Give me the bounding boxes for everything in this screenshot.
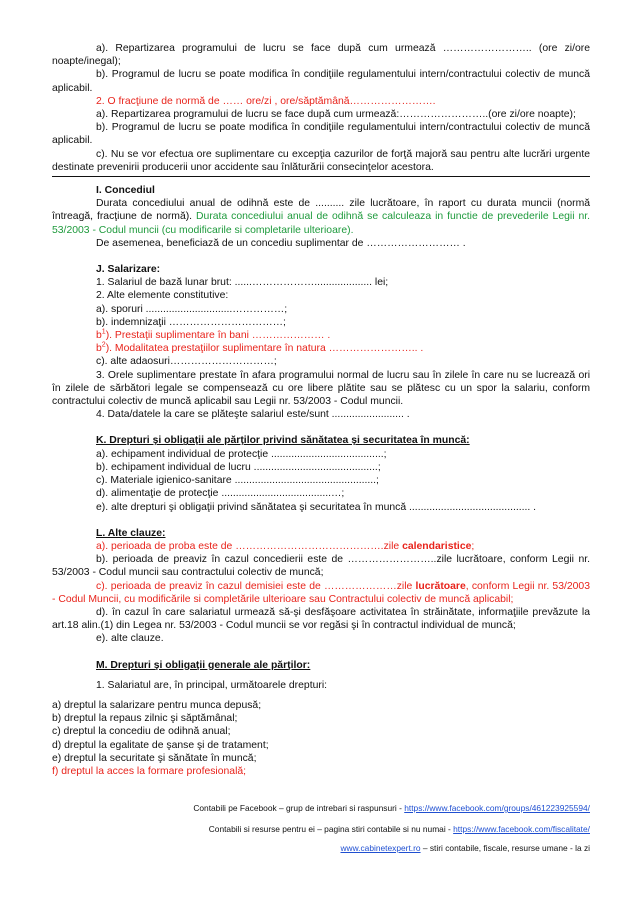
leave-duration [52, 197, 590, 237]
clause-dismissal-notice: b). perioada de preaviz în cazul concedierii este de ……………………..zile lucrătoare, conform Legii nr. 53/2003 - Codul muncii sau contractului colectiv de muncă; [52, 554, 590, 579]
section-j-title: J. Salarizare: [96, 264, 161, 276]
clause-other: e). alte clauze. [96, 633, 164, 645]
schedule-b2: b). Programul de lucru se poate modifica în condiţiile regulamentului intern/contractului colectiv de muncă aplicabil. [52, 122, 590, 147]
rights-item: e) dreptul la securitate şi sănătate în muncă; [52, 752, 257, 764]
clause-abroad: d). în cazul în care salariatul urmează să-şi desfăşoare activitatea în străinătate, informaţiile prevăzute la art.18 alin.(1) din Legea nr. 53/2003 - Codul muncii se vor regăsi şi în contractul individual de muncă; [52, 606, 590, 632]
salary-allowances: b). indemnizaţii ……………………………; [96, 316, 286, 328]
salary-overtime: 3. Orele suplimentare prestate în afara programului normal de lucru sau în zilele în care nu se lucrează ori în zilele de sărbători legale se compensează cu ore libere plătite sau se plătesc cu un spor la salariu, conform contractului colectiv de muncă aplicabil sau Legii nr. 53/2003 - Codul muncii. [52, 369, 590, 408]
clause-probation: a). perioada de proba este de …………………………………….zile calendaristice; [96, 540, 475, 552]
footer-website: www.cabinetexpert.ro – stiri contabile, fiscale, resurse umane - la zi [340, 843, 590, 853]
schedule-a1: a). Repartizarea programului de lucru se face după cum urmează …………………….. (ore zi/ore noapte/inegal); [52, 43, 590, 68]
rights-item: d) dreptul la egalitate de şanse şi de tratament; [52, 739, 269, 751]
salary-base: 1. Salariul de bază lunar brut: ......……………….................... lei; [96, 277, 389, 289]
schedule-b1: b). Programul de lucru se poate modifica în condiţiile regulamentului intern/contractului colectiv de muncă aplicabil. [52, 69, 590, 94]
safety-protective-equipment: a). echipament individual de protecţie .......................................; [96, 448, 387, 460]
section-l-title: L. Alte clauze: [96, 527, 166, 539]
footer-facebook-page: Contabili si resurse pentru ei – pagina stiri contabile si nu numai - https://www.facebook.com/fiscalitate/ [208, 824, 590, 834]
leave-duration-note: Durata concediului anual de odihnă se calculeaza in functie de prevederile Legii nr. 53/2003 - Codul muncii (cu modificarile si completarile ulterioare). [52, 211, 590, 236]
rights-intro: 1. Salariatul are, în principal, următoarele drepturi: [96, 679, 328, 691]
section-m-title: M. Drepturi şi obligaţii generale ale părţilor: [96, 659, 311, 671]
safety-work-equipment: b). echipament individual de lucru ...........................................; [96, 461, 381, 473]
safety-protective-food: d). alimentaţie de protecţie ......................................…; [96, 488, 345, 500]
facebook-page-link[interactable]: https://www.facebook.com/fiscalitate/ [453, 824, 590, 834]
safety-hygiene-materials: c). Materiale igienico-sanitare .................................................; [96, 475, 379, 487]
facebook-group-link[interactable]: https://www.facebook.com/groups/461223925594/ [404, 803, 590, 813]
rights-item: c) dreptul la concediu de odihnă anual; [52, 726, 231, 738]
section-i-title: I. Concediul [96, 185, 155, 197]
leave-duration-text: Durata concediului anual de odihnă este de .......... zile lucrătoare, în raport cu durata muncii (normă întreagă, fracţiune de normă). [52, 198, 590, 223]
section-k-title: K. Drepturi şi obligaţii ale părţilor privind sănătatea şi securitatea în muncă: [96, 435, 470, 447]
salary-cash-benefits: $b^1$). Prestaţii suplimentare în bani ………………… . [96, 328, 331, 342]
rights-training: f) dreptul la acces la formare profesională; [52, 765, 247, 777]
salary-elements: 2. Alte elemente constitutive: [96, 290, 229, 302]
salary-bonuses: a). sporuri ..............................……………; [96, 303, 288, 315]
rights-item: b) dreptul la repaus zilnic şi săptămânal; [52, 713, 238, 725]
clause-resignation-notice: c). perioada de preaviz în cazul demisiei este de …………………zile lucrătoare, conform Legii nr. 53/2003 - Codul Muncii, cu modificările si completările ulterioare sau Contractului colectiv de muncă aplicabil; [52, 580, 590, 605]
safety-other-rights: e). alte drepturi şi obligaţii privind sănătatea şi securitatea în muncă .......................................... . [96, 501, 537, 513]
rights-list [52, 699, 590, 765]
footer-facebook-group: Contabili pe Facebook – grup de intrebari si raspunsuri - https://www.facebook.com/groups/461223925594/ [193, 803, 590, 813]
schedule-part-time: 2. O fracţiune de normă de …… ore/zi , ore/săptămână……………………. [96, 95, 436, 107]
schedule-a2: a). Repartizarea programului de lucru se face după cum urmează:……………………..(ore zi/ore noapte); [96, 109, 576, 121]
salary-in-kind-benefits: $b^2$). Modalitatea prestaţiilor suplimentare în natura …………………….. . [96, 341, 424, 355]
salary-payment-date: 4. Data/datele la care se plăteşte salariul este/sunt ......................... . [96, 409, 410, 421]
salary-other-additions: c). alte adaosuri…………………………; [96, 356, 277, 368]
schedule-c2: c). Nu se vor efectua ore suplimentare cu excepţia cazurilor de forţă majoră sau pentru alte lucrări urgente destinate prevenirii producerii unor accidente sau înlăturării consecinţelor acestora. [52, 148, 590, 173]
leave-extra: De asemenea, beneficiază de un concediu suplimentar de ……………………… . [96, 237, 466, 249]
document-body [52, 42, 590, 778]
rights-item: a) dreptul la salarizare pentru munca depusă; [52, 699, 262, 711]
website-link[interactable]: www.cabinetexpert.ro [340, 843, 421, 853]
